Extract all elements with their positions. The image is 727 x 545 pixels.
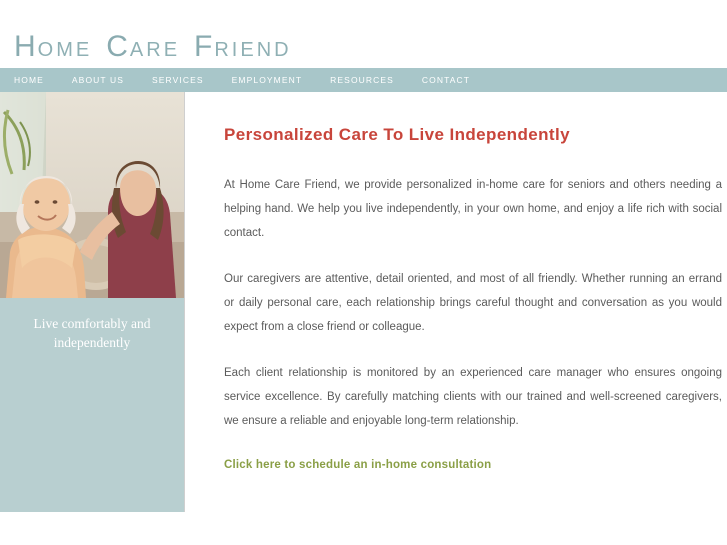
logo-initial-h: H — [14, 30, 38, 63]
caregiver-and-senior-photo — [0, 92, 184, 298]
logo-word-care — [106, 30, 180, 64]
logo-word-friend — [194, 30, 292, 64]
tagline-line-1: Live comfortably and — [33, 316, 151, 331]
logo-initial-c: C — [106, 30, 130, 63]
nav-item-services[interactable]: SERVICES — [152, 75, 204, 85]
logo-rest-care: ARE — [129, 39, 181, 61]
logo-initial-f: F — [194, 30, 215, 63]
photo-illustration — [0, 92, 184, 298]
logo-word-home — [14, 30, 92, 64]
logo-rest-friend: RIEND — [214, 39, 292, 61]
body-paragraph-1: At Home Care Friend, we provide personalized in-home care for seniors and others needing a helping hand. We help you live independently, in your own home, and enjoy a life rich with social contact. — [224, 179, 722, 239]
body-paragraph-3: Each client relationship is monitored by an experienced care manager who ensures ongoing service excellence. By carefully matching clients with our trained and well-screened caregivers, we ensure a reliable and enjoyable long-term relationship. — [224, 367, 722, 427]
nav-item-contact[interactable]: CONTACT — [421, 75, 471, 85]
schedule-consultation-link[interactable]: Click here to schedule an in-home consultation — [224, 459, 492, 471]
nav-item-about-us[interactable]: ABOUT US — [71, 75, 125, 85]
sidebar — [0, 92, 184, 512]
column-divider — [184, 92, 185, 512]
tagline-line-2: independently — [53, 335, 131, 350]
nav-item-home[interactable]: HOME — [14, 75, 44, 85]
nav-list — [0, 68, 727, 92]
nav-item-employment[interactable]: EMPLOYMENT — [231, 75, 303, 85]
page-title: Personalized Care To Live Independently — [224, 125, 570, 144]
main-navigation[interactable] — [0, 68, 727, 92]
site-logo[interactable] — [14, 30, 306, 64]
sidebar-tagline — [0, 314, 184, 352]
body-paragraph-2: Our caregivers are attentive, detail oriented, and most of all friendly. Whether running an errand or daily personal care, each relationship brings careful thought and conversation as you would expect from a close friend or colleague. — [224, 273, 722, 333]
site-footer — [0, 512, 727, 545]
site-header — [0, 0, 727, 68]
nav-item-resources[interactable]: RESOURCES — [330, 75, 394, 85]
main-content — [224, 125, 722, 473]
logo-rest-home: OME — [37, 39, 93, 61]
